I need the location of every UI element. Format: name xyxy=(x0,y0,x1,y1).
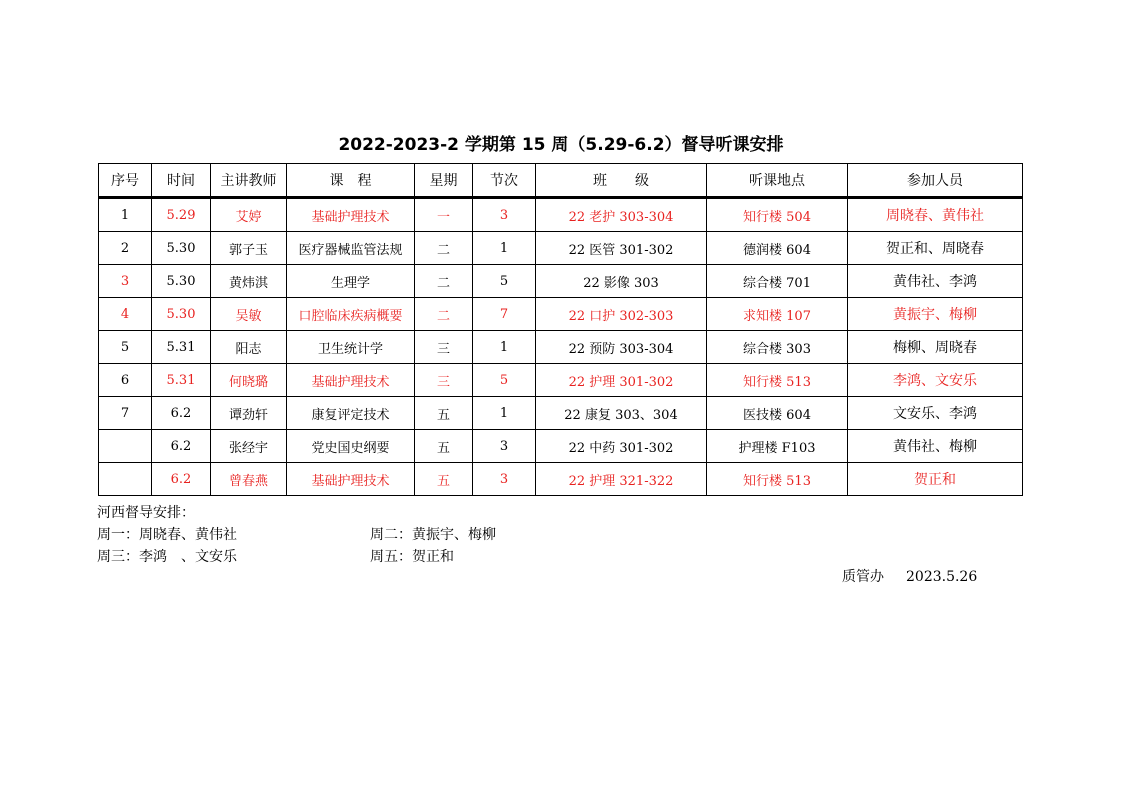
table-cell: 22 护理 321-322 xyxy=(536,463,707,496)
table-cell: 5.29 xyxy=(152,198,211,232)
table-cell: 6 xyxy=(99,364,152,397)
note-friday: 周五：贺正和 xyxy=(370,549,454,565)
notes-heading: 河西督导安排： xyxy=(97,505,195,521)
table-cell: 22 康复 303、304 xyxy=(536,397,707,430)
table-cell: 黄振宇、梅柳 xyxy=(848,298,1023,331)
column-header: 序号 xyxy=(99,164,152,198)
table-cell: 吴敏 xyxy=(211,298,287,331)
table-cell: 7 xyxy=(473,298,536,331)
table-cell: 李鸿、文安乐 xyxy=(848,364,1023,397)
table-cell: 22 老护 303-304 xyxy=(536,198,707,232)
table-cell: 文安乐、李鸿 xyxy=(848,397,1023,430)
signature-date: 2023.5.26 xyxy=(906,569,978,585)
table-cell: 1 xyxy=(473,331,536,364)
table-cell: 1 xyxy=(473,397,536,430)
table-row xyxy=(99,265,1023,298)
table-cell: 5 xyxy=(473,364,536,397)
table-cell: 7 xyxy=(99,397,152,430)
table-cell: 知行楼 513 xyxy=(707,463,848,496)
column-header: 时间 xyxy=(152,164,211,198)
table-cell xyxy=(99,430,152,463)
table-cell: 1 xyxy=(473,232,536,265)
signature-office: 质管办 xyxy=(842,569,884,585)
column-header: 听课地点 xyxy=(707,164,848,198)
page-title: 2022-2023-2 学期第 15 周（5.29-6.2）督导听课安排 xyxy=(338,135,784,155)
table-cell: 4 xyxy=(99,298,152,331)
table-cell: 6.2 xyxy=(152,397,211,430)
table-cell: 五 xyxy=(415,397,473,430)
table-cell: 生理学 xyxy=(287,265,415,298)
table-row xyxy=(99,397,1023,430)
table-cell: 6.2 xyxy=(152,463,211,496)
table-cell: 三 xyxy=(415,364,473,397)
table-cell: 五 xyxy=(415,463,473,496)
table-cell: 五 xyxy=(415,430,473,463)
table-row xyxy=(99,364,1023,397)
table-cell: 何晓璐 xyxy=(211,364,287,397)
table-cell: 黄伟社、梅柳 xyxy=(848,430,1023,463)
table-cell: 3 xyxy=(473,198,536,232)
table-cell: 5 xyxy=(99,331,152,364)
table-cell: 贺正和、周晓春 xyxy=(848,232,1023,265)
table-cell: 知行楼 504 xyxy=(707,198,848,232)
table-cell: 一 xyxy=(415,198,473,232)
table-cell: 艾婷 xyxy=(211,198,287,232)
table-cell: 二 xyxy=(415,298,473,331)
table-cell: 5.30 xyxy=(152,265,211,298)
signature xyxy=(842,566,977,586)
table-cell: 口腔临床疾病概要 xyxy=(287,298,415,331)
table-cell: 三 xyxy=(415,331,473,364)
table-cell: 基础护理技术 xyxy=(287,463,415,496)
table-cell: 基础护理技术 xyxy=(287,198,415,232)
table-cell: 3 xyxy=(473,430,536,463)
table-cell: 22 预防 303-304 xyxy=(536,331,707,364)
table-cell: 5.31 xyxy=(152,364,211,397)
table-cell: 曾春燕 xyxy=(211,463,287,496)
table-cell: 周晓春、黄伟社 xyxy=(848,198,1023,232)
table-cell: 德润楼 604 xyxy=(707,232,848,265)
column-header: 课 程 xyxy=(287,164,415,198)
table-cell: 谭劲轩 xyxy=(211,397,287,430)
table-cell: 护理楼 F103 xyxy=(707,430,848,463)
header-row xyxy=(99,164,1023,198)
table-cell: 5.31 xyxy=(152,331,211,364)
table-row xyxy=(99,198,1023,232)
table-cell: 医技楼 604 xyxy=(707,397,848,430)
column-header: 班 级 xyxy=(536,164,707,198)
table-cell: 5.30 xyxy=(152,298,211,331)
table-row xyxy=(99,298,1023,331)
table-cell: 6.2 xyxy=(152,430,211,463)
column-header: 星期 xyxy=(415,164,473,198)
table-cell: 康复评定技术 xyxy=(287,397,415,430)
table-cell: 5.30 xyxy=(152,232,211,265)
table-cell: 2 xyxy=(99,232,152,265)
table-cell: 二 xyxy=(415,265,473,298)
table-row xyxy=(99,463,1023,496)
table-cell: 5 xyxy=(473,265,536,298)
table-cell: 3 xyxy=(99,265,152,298)
table-cell: 党史国史纲要 xyxy=(287,430,415,463)
table-cell: 阳志 xyxy=(211,331,287,364)
table-cell xyxy=(99,463,152,496)
column-header: 参加人员 xyxy=(848,164,1023,198)
table-cell: 二 xyxy=(415,232,473,265)
table-cell: 卫生统计学 xyxy=(287,331,415,364)
table-cell: 综合楼 701 xyxy=(707,265,848,298)
table-row xyxy=(99,331,1023,364)
table-cell: 22 口护 302-303 xyxy=(536,298,707,331)
table-cell: 医疗器械监管法规 xyxy=(287,232,415,265)
table-cell: 郭子玉 xyxy=(211,232,287,265)
column-header: 节次 xyxy=(473,164,536,198)
table-cell: 22 中药 301-302 xyxy=(536,430,707,463)
table-cell: 黄炜淇 xyxy=(211,265,287,298)
table-cell: 黄伟社、李鸿 xyxy=(848,265,1023,298)
table-cell: 综合楼 303 xyxy=(707,331,848,364)
note-monday: 周一：周晓春、黄伟社 xyxy=(97,527,237,543)
note-wednesday: 周三：李鸿 、文安乐 xyxy=(97,549,237,565)
column-header: 主讲教师 xyxy=(211,164,287,198)
table-cell: 知行楼 513 xyxy=(707,364,848,397)
table-row xyxy=(99,232,1023,265)
schedule-table xyxy=(98,163,1023,496)
table-row xyxy=(99,430,1023,463)
note-tuesday: 周二：黄振宇、梅柳 xyxy=(370,527,496,543)
table-cell: 张经宇 xyxy=(211,430,287,463)
table-cell: 22 医管 301-302 xyxy=(536,232,707,265)
table-cell: 求知楼 107 xyxy=(707,298,848,331)
table-cell: 梅柳、周晓春 xyxy=(848,331,1023,364)
table-cell: 3 xyxy=(473,463,536,496)
table-cell: 22 护理 301-302 xyxy=(536,364,707,397)
table-cell: 基础护理技术 xyxy=(287,364,415,397)
table-cell: 贺正和 xyxy=(848,463,1023,496)
table-cell: 1 xyxy=(99,198,152,232)
table-cell: 22 影像 303 xyxy=(536,265,707,298)
